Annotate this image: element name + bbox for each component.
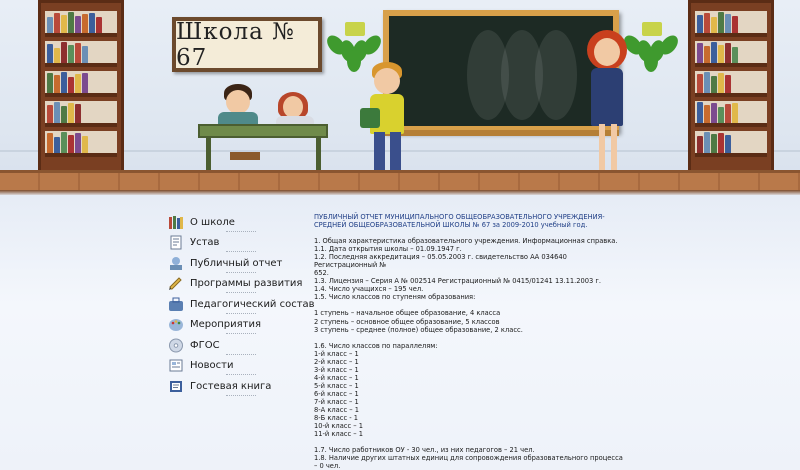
report-line: 1.8. Наличие других штатных единиц для сопровождения образовательного процесса – 0 чел. — [314, 454, 623, 470]
report-icon — [168, 256, 184, 271]
left-bookshelf — [38, 0, 124, 185]
report-line: 1.3. Лицензия – Серия А № 002514 Регистрационный № 0415/01241 13.11.2003 г. — [314, 277, 601, 286]
report-line: 1.2. Последняя аккредитация – 05.05.2003 г. свидетельство АА 034640 Регистрационный № — [314, 253, 567, 270]
report-line: 1.7. Число работников ОУ - 30 чел., из них педагогов – 21 чел. — [314, 446, 535, 455]
menu-item-public-report[interactable] — [168, 253, 308, 274]
content-area — [0, 195, 800, 470]
menu-item-label: Гостевая книга — [190, 380, 272, 392]
menu-item-guestbook[interactable] — [168, 376, 308, 397]
report-line: 3 ступень – среднее (полное) общее образование, 2 класс. — [314, 325, 523, 334]
report-line: 10-й класс – 1 — [314, 422, 364, 431]
guestbook-icon — [168, 379, 184, 394]
header-banner — [0, 0, 800, 195]
chalkboard-ledge — [383, 130, 619, 136]
report-line: 1.4. Число учащихся – 195 чел. — [314, 285, 424, 294]
menu-dotted-line — [226, 354, 256, 355]
menu-dotted-line — [226, 231, 256, 232]
report-line: 6-й класс – 1 — [314, 389, 359, 398]
school-sign — [172, 17, 322, 72]
chair — [230, 152, 260, 160]
menu-dotted-line — [226, 251, 256, 252]
report-title-line2: СРЕДНЕЙ ОБЩЕОБРАЗОВАТЕЛЬНОЙ ШКОЛЫ № 67 за 2009-2010 учебный год. — [314, 221, 588, 230]
hanging-plant-right — [622, 22, 682, 70]
report-line: 11-й класс – 1 — [314, 430, 364, 439]
report-line: 1 ступень – начальное общее образование, 4 класса — [314, 309, 501, 318]
menu-item-charter[interactable] — [168, 233, 308, 254]
menu-dotted-line — [226, 374, 256, 375]
report-line: 1.1. Дата открытия школы – 01.09.1947 г. — [314, 245, 462, 254]
menu-item-label: ФГОС — [190, 339, 220, 351]
report-line: 7-й класс – 1 — [314, 397, 359, 406]
menu-item-label: Программы развития — [190, 278, 303, 290]
cd-icon — [168, 338, 184, 353]
menu-item-development-programs[interactable] — [168, 274, 308, 295]
school-name: Школа № 67 — [176, 18, 295, 71]
hanging-plant-left — [325, 22, 385, 70]
menu-item-label: Мероприятия — [190, 319, 261, 331]
pencil-icon — [168, 276, 184, 291]
menu-item-label: О школе — [190, 216, 235, 228]
report-text — [314, 213, 624, 470]
report-line: 1. Общая характеристика образовательного учреждения. Информационная справка. — [314, 237, 618, 246]
menu-item-events[interactable] — [168, 315, 308, 336]
main-menu — [168, 212, 315, 397]
report-line: 1.6. Число классов по параллелям: — [314, 341, 438, 350]
report-line: 1.5. Число классов по ступеням образования: — [314, 293, 476, 302]
menu-item-fgos[interactable] — [168, 335, 308, 356]
report-line: 8-Б класс - 1 — [314, 414, 359, 423]
report-line: 8-А класс – 1 — [314, 405, 359, 414]
briefcase-icon — [168, 297, 184, 312]
report-line: 1-й класс – 1 — [314, 349, 359, 358]
report-line: 652. — [314, 269, 329, 278]
report-line: 4-й класс – 1 — [314, 373, 359, 382]
menu-dotted-line — [226, 333, 256, 334]
menu-item-label: Устав — [190, 237, 220, 249]
school-desk — [198, 124, 328, 138]
menu-item-label: Педагогический состав — [190, 298, 315, 310]
report-line: 2-й класс – 1 — [314, 357, 359, 366]
menu-dotted-line — [226, 395, 256, 396]
report-line: 2 ступень – основное общее образование, 5 классов — [314, 317, 500, 326]
menu-item-news[interactable] — [168, 356, 308, 377]
report-line: 3-й класс – 1 — [314, 365, 359, 374]
newspaper-icon — [168, 358, 184, 373]
menu-dotted-line — [226, 313, 256, 314]
books-icon — [168, 215, 184, 230]
menu-dotted-line — [226, 292, 256, 293]
chalkboard — [383, 10, 619, 132]
menu-dotted-line — [226, 272, 256, 273]
palette-icon — [168, 317, 184, 332]
report-title-line1: ПУБЛИЧНЫЙ ОТЧЕТ МУНИЦИПАЛЬНОГО ОБЩЕОБРАЗОВАТЕЛЬНОГО УЧРЕЖДЕНИЯ- — [314, 213, 605, 221]
menu-item-teaching-staff[interactable] — [168, 294, 315, 315]
menu-item-label: Публичный отчет — [190, 257, 283, 269]
right-bookshelf — [688, 0, 774, 185]
document-icon — [168, 235, 184, 250]
report-line: 5-й класс – 1 — [314, 381, 359, 390]
menu-item-label: Новости — [190, 360, 234, 372]
menu-item-about[interactable] — [168, 212, 308, 233]
